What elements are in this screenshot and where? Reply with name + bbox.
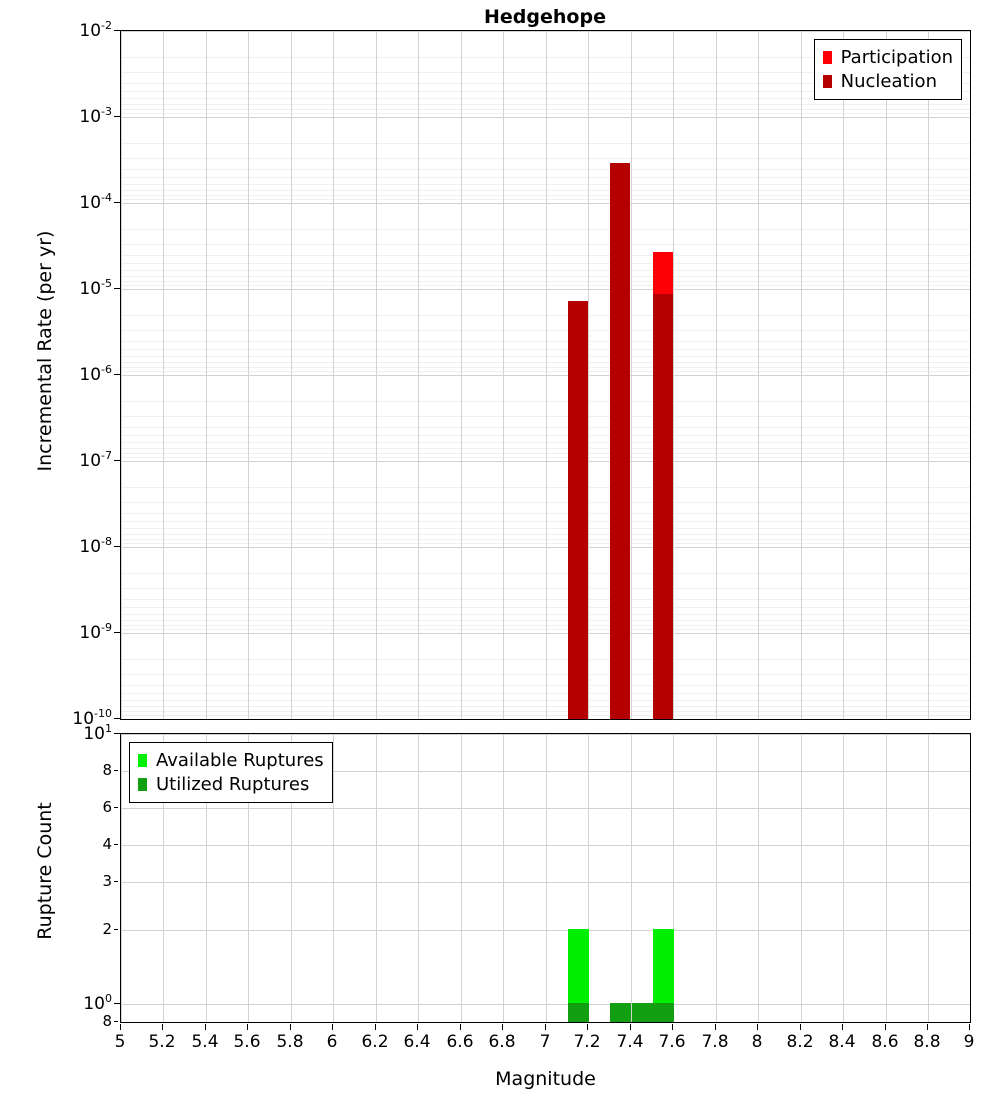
legend-label-participation: Participation bbox=[840, 46, 953, 68]
gridline-v bbox=[631, 734, 632, 1022]
y-axis-label-bottom: Rupture Count bbox=[34, 802, 56, 940]
gridline-v bbox=[333, 31, 334, 719]
legend-item bbox=[138, 772, 324, 796]
gridline-v bbox=[546, 734, 547, 1022]
legend-label-utilized-ruptures: Utilized Ruptures bbox=[156, 773, 310, 795]
incremental-rate-plot bbox=[120, 30, 971, 720]
bar-utilized-735 bbox=[610, 1003, 631, 1022]
bar-nucleation-755 bbox=[653, 294, 673, 719]
gridline-v bbox=[588, 31, 589, 719]
rupture-count-plot bbox=[120, 733, 971, 1023]
gridline-v bbox=[163, 31, 164, 719]
gridline-v bbox=[503, 734, 504, 1022]
gridline-v bbox=[291, 31, 292, 719]
gridline-v bbox=[801, 31, 802, 719]
gridline-v bbox=[758, 734, 759, 1022]
x-axis-label: Magnitude bbox=[495, 1068, 596, 1090]
legend-incremental-rate bbox=[814, 39, 962, 100]
gridline-v bbox=[376, 31, 377, 719]
legend-item bbox=[823, 69, 953, 93]
bar-nucleation-735 bbox=[610, 163, 630, 719]
bar-utilized-745 bbox=[632, 1003, 653, 1022]
bar-utilized-755 bbox=[653, 1003, 674, 1022]
gridline-v bbox=[333, 734, 334, 1022]
y-axis-label-top: Incremental Rate (per yr) bbox=[34, 230, 56, 472]
bar-participation-715 bbox=[568, 301, 588, 719]
gridline-v bbox=[886, 734, 887, 1022]
gridline-v bbox=[970, 734, 971, 1022]
gridline-v bbox=[758, 31, 759, 719]
gridline-v bbox=[503, 31, 504, 719]
gridline-v bbox=[843, 734, 844, 1022]
gridline-v bbox=[121, 31, 122, 719]
gridline-v bbox=[376, 734, 377, 1022]
legend-item bbox=[138, 748, 324, 772]
gridline-v bbox=[928, 31, 929, 719]
gridline-h bbox=[121, 719, 970, 720]
gridline-v bbox=[418, 31, 419, 719]
page-title: Hedgehope bbox=[484, 6, 606, 28]
gridline-v bbox=[248, 31, 249, 719]
gridline-v bbox=[716, 31, 717, 719]
gridline-v bbox=[801, 734, 802, 1022]
gridline-v bbox=[461, 734, 462, 1022]
legend-swatch-participation-icon bbox=[823, 51, 832, 64]
gridline-v bbox=[716, 734, 717, 1022]
bar-utilized-715 bbox=[568, 1003, 589, 1022]
legend-swatch-available-ruptures-icon bbox=[138, 754, 147, 767]
legend-label-available-ruptures: Available Ruptures bbox=[156, 749, 324, 771]
gridline-h bbox=[121, 1022, 970, 1023]
gridline-v bbox=[970, 31, 971, 719]
gridline-v bbox=[418, 734, 419, 1022]
gridline-v bbox=[461, 31, 462, 719]
gridline-v bbox=[121, 734, 122, 1022]
gridline-v bbox=[843, 31, 844, 719]
gridline-v bbox=[631, 31, 632, 719]
gridline-v bbox=[886, 31, 887, 719]
legend-swatch-utilized-ruptures-icon bbox=[138, 778, 147, 791]
gridline-v bbox=[928, 734, 929, 1022]
gridline-v bbox=[206, 31, 207, 719]
legend-item bbox=[823, 45, 953, 69]
gridline-v bbox=[546, 31, 547, 719]
figure: Hedgehope Participation Nucleation $10^{-2}$ $10^{-3}$ $10^{-4}$ $10^{-5}$ $10^{-6}$ $10^{-7}$ $10^{-8}$ $10^{-9}$ $10^{-10}$ Incremental Rate (per yr) Available Ruptures Utilized Ruptures $10^1$ 8 6 4 3 2 $10^0$ 8 Rupture Count 5 5.2 5.4 5.6 5.8 6 6.2 6.4 6.6 6.8 7 7.2 7.4 7.6 7.8 8 8.2 8.4 8.6 8.8 9 Magnitude bbox=[34, 6, 975, 1090]
legend-swatch-nucleation-icon bbox=[823, 75, 832, 88]
legend-rupture-count bbox=[129, 742, 333, 803]
legend-label-nucleation: Nucleation bbox=[840, 70, 937, 92]
gridline-v bbox=[673, 31, 674, 719]
